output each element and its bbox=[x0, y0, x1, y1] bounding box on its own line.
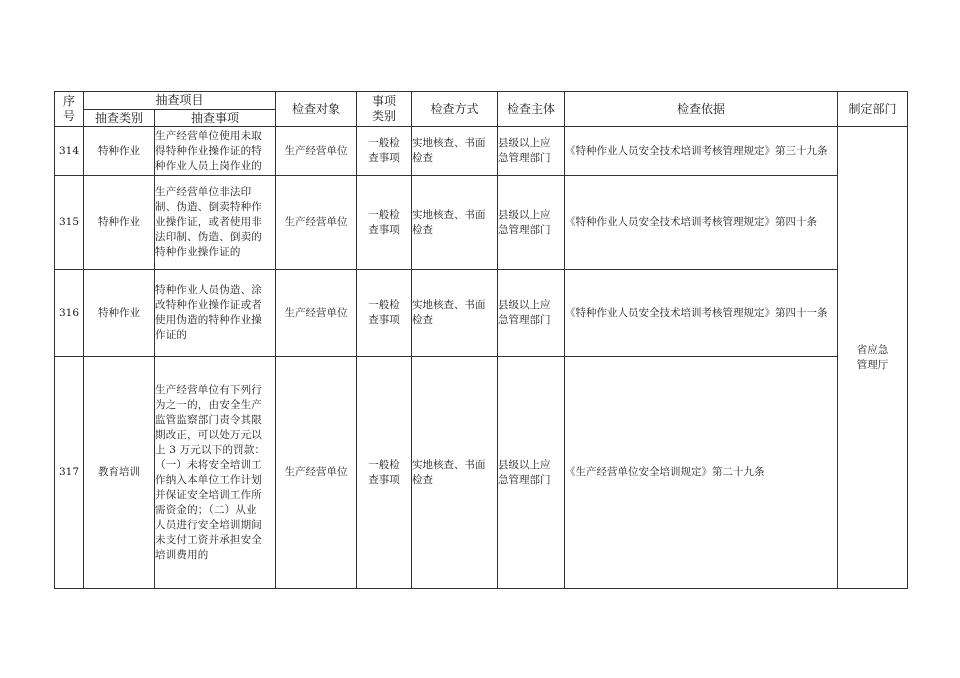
row-method: 实地核查、书面 检查 bbox=[412, 127, 498, 176]
row-type: 一般检 查事项 bbox=[357, 176, 412, 270]
row-object: 生产经营单位 bbox=[276, 176, 357, 270]
table-row bbox=[55, 127, 908, 176]
row-object: 生产经营单位 bbox=[276, 357, 357, 589]
row-matter: 特种作业人员伪造、涂 改特种作业操作证或者 使用伪造的特种作业操 作证的 bbox=[155, 270, 276, 357]
row-category: 特种作业 bbox=[84, 176, 155, 270]
header-check-basis: 检查依据 bbox=[565, 92, 838, 127]
table-row bbox=[55, 176, 908, 270]
table-row bbox=[55, 357, 908, 589]
row-method: 实地核查、书面 检查 bbox=[412, 176, 498, 270]
row-basis: 《特种作业人员安全技术培训考核管理规定》第三十九条 bbox=[565, 127, 838, 176]
row-seq: 314 bbox=[55, 127, 84, 176]
row-object: 生产经营单位 bbox=[276, 270, 357, 357]
row-subject: 县级以上应 急管理部门 bbox=[498, 127, 565, 176]
header-check-category: 抽查类别 bbox=[84, 110, 155, 127]
header-row-1 bbox=[55, 92, 908, 110]
header-seq: 序 号 bbox=[55, 92, 84, 127]
header-check-method: 检查方式 bbox=[412, 92, 498, 127]
header-dept: 制定部门 bbox=[838, 92, 908, 127]
header-check-matter: 抽查事项 bbox=[155, 110, 276, 127]
row-category: 特种作业 bbox=[84, 127, 155, 176]
row-matter: 生产经营单位非法印 制、伪造、倒卖特种作 业操作证，或者使用非 法印制、伪造、倒卖的 特种作业操作证的 bbox=[155, 176, 276, 270]
header-check-item: 抽查项目 bbox=[84, 92, 276, 110]
row-category: 特种作业 bbox=[84, 270, 155, 357]
table-row bbox=[55, 270, 908, 357]
header-check-subject: 检查主体 bbox=[498, 92, 565, 127]
row-seq: 317 bbox=[55, 357, 84, 589]
row-type: 一般检 查事项 bbox=[357, 357, 412, 589]
row-subject: 县级以上应 急管理部门 bbox=[498, 357, 565, 589]
row-seq: 315 bbox=[55, 176, 84, 270]
row-method: 实地核查、书面 检查 bbox=[412, 357, 498, 589]
row-object: 生产经营单位 bbox=[276, 127, 357, 176]
row-subject: 县级以上应 急管理部门 bbox=[498, 270, 565, 357]
row-basis: 《特种作业人员安全技术培训考核管理规定》第四十一条 bbox=[565, 270, 838, 357]
row-method: 实地核查、书面 检查 bbox=[412, 270, 498, 357]
row-matter: 生产经营单位使用未取 得特种作业操作证的特 种作业人员上岗作业的 bbox=[155, 127, 276, 176]
header-check-object: 检查对象 bbox=[276, 92, 357, 127]
inspection-table bbox=[54, 91, 908, 589]
row-category: 教育培训 bbox=[84, 357, 155, 589]
row-basis: 《生产经营单位安全培训规定》第二十九条 bbox=[565, 357, 838, 589]
row-seq: 316 bbox=[55, 270, 84, 357]
row-subject: 县级以上应 急管理部门 bbox=[498, 176, 565, 270]
row-type: 一般检 查事项 bbox=[357, 270, 412, 357]
row-basis: 《特种作业人员安全技术培训考核管理规定》第四十条 bbox=[565, 176, 838, 270]
row-type: 一般检 查事项 bbox=[357, 127, 412, 176]
row-matter: 生产经营单位有下列行 为之一的，由安全生产 监管监察部门责令其限 期改正，可以处万元以 上 3 万元以下的罚款： （一）未将安全培训工 作纳入本单位工作计划 并保证安全培训工作所 需资金的；（二）从业 人员进行安全培训期间 未支付工资并承担安全 培训费用的 bbox=[155, 357, 276, 589]
header-matter-type: 事项 类别 bbox=[357, 92, 412, 127]
row-dept: 省应急 管理厅 bbox=[838, 127, 908, 589]
